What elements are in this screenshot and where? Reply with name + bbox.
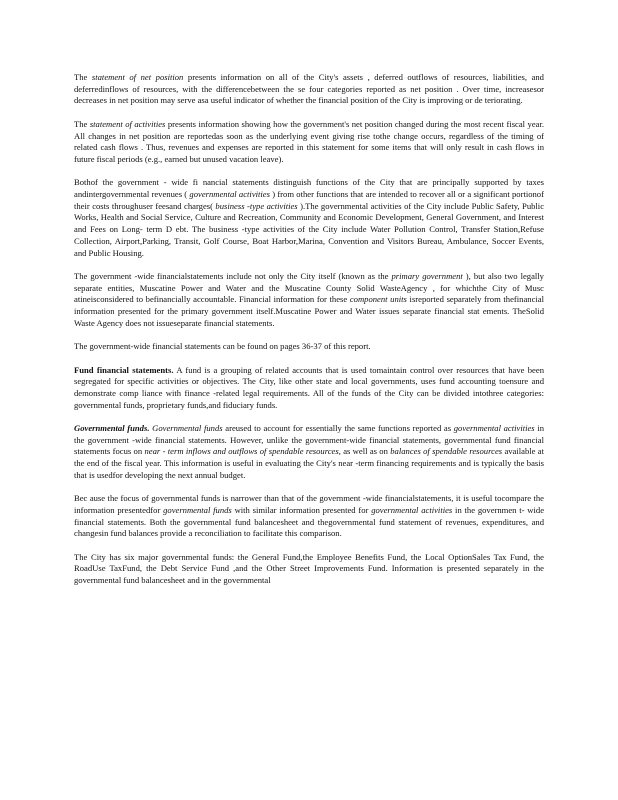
text-segment: near - term inflows and outflows of spendable resources, xyxy=(144,446,341,457)
text-segment: in the government -wide financial statements. However, unlike the government-wide financial statements, governmental fund financial statements focus on xyxy=(74,423,544,457)
text-segment: The government-wide financial statements can be found on pages 36-37 of this report. xyxy=(74,341,371,352)
text-segment: presents information on all of the City's assets , deferred outflows of resources, liabilities, and deferredinflows of resources, with the differencebetween the se four categories reported as net position . Over time, increasesor decreases in net position may serve asa useful indicator of whether the financial position of the City is improving or de teriorating. xyxy=(74,72,544,106)
text-segment: component units xyxy=(349,294,407,305)
paragraph-page-reference xyxy=(74,341,544,353)
text-segment: A fund is a grouping of related accounts that is used tomaintain control over resources that have been segregated for specific activities or objectives. The City, like other state and local governments, uses fund accounting toensure and demonstrate comp liance with finance -related legal requirements. All of the funds of the City can be divided intothree categories: governmental funds, proprietary funds,and fiduciary funds. xyxy=(74,364,544,410)
text-segment: statement of activities xyxy=(89,118,166,129)
text-segment: governmental activities xyxy=(189,189,270,199)
text-segment: in the governmen t- wide financial statements. Both the governmental fund balancesheet and thegovernmental fund statement of revenues, expenditures, and changesin fund balances provide a reconciliation to facilitate this comparison. xyxy=(74,504,545,539)
text-segment: business -type activities xyxy=(215,200,298,211)
text-segment: with similar information presented for xyxy=(231,504,372,515)
text-segment: governmental activities xyxy=(371,504,453,515)
paragraph-statement-of-activities xyxy=(74,119,544,166)
paragraph-component-units xyxy=(74,271,544,330)
text-segment: The government -wide financialstatements include not only the City itself (known as the xyxy=(74,270,392,281)
paragraph-net-position xyxy=(74,72,544,107)
text-segment: available at the end of the fiscal year. This information is useful in evaluating the City's near -term financing requirements and is typically the basis that is usedfor developing the next annual budget. xyxy=(74,446,544,480)
paragraph-government-wide xyxy=(74,177,544,259)
text-segment: ) from other functions that are intended to recover all or a significant portionof their costs throughuser feesand charges( xyxy=(74,189,544,211)
section-heading-text: Governmental funds. xyxy=(74,423,150,433)
text-segment: ).The governmental activities of the City include Public Safety, Public Works, Health and Social Service, Culture and Recreation, Community and Economic Development, General Government, and Interest and Fees on Long- term D ebt. The business -type activities of the City include Water Pollution Control, Transfer Station,Refuse Collection, Airport,Parking, Transit, Golf Course, Boat Harbor,Marina, Convention and Visitors Bureau, Ambulance, Soccer Events, and Public Housing. xyxy=(74,200,545,258)
paragraph-reconciliation xyxy=(74,493,544,540)
text-segment: primary government xyxy=(391,270,463,281)
text-segment: balances of spendable resources xyxy=(390,446,503,457)
section-heading: Fund financial statements. xyxy=(74,364,174,375)
text-segment: ), but also two legally separate entities, Muscatine Power and Water and the Muscatine County Solid WasteAgency , for whichthe City of Musc atineisconsidered to befinancially accountable. Financial information for these xyxy=(74,270,544,305)
text-segment: Bothof the government - wide fi nancial statements distinguish functions of the City that are principally supported by taxes andintergovernmental revenues ( xyxy=(74,177,544,199)
paragraph-fund-financial-statements xyxy=(74,365,544,412)
text-segment: statement of net position xyxy=(91,72,184,82)
paragraph-major-funds xyxy=(74,552,544,587)
text-segment: isreported separately from thefinancial information presented for the primary government itself.Muscatine Power and Water issues separate financial stat ements. TheSolid Waste Agency does not issueseparate financial statements. xyxy=(74,294,544,328)
text-segment: governmental activities xyxy=(453,423,535,433)
text-segment: presents information showing how the government's net position changed during the most recent fiscal year. All changes in net position are reportedas soon as the underlying event giving rise tothe change occurs, regardless of the timing of related cash flows . Thus, revenues and expenses are reported in this statement for some items that will only result in cash flows in future fiscal periods (e.g., earned but unused vacation leave). xyxy=(74,118,544,164)
document-body xyxy=(74,72,544,587)
text-segment: governmental funds xyxy=(163,504,232,515)
text-segment: areused to account for essentially the same functions reported as xyxy=(222,423,454,433)
text-segment: as well as on xyxy=(340,446,391,457)
text-segment: The City has six major governmental funds: the General Fund,the Employee Benefits Fund, the Local OptionSales Tax Fund, the RoadUse TaxFund, the Debt Service Fund ,and the Other Street Improvements Fund. Information is presented separately in the governmental fund balancesheet and in the governmental xyxy=(74,551,544,586)
paragraph-governmental-funds xyxy=(74,423,544,482)
text-segment: The xyxy=(74,72,92,82)
text-segment: The xyxy=(74,118,90,129)
text-segment: Governmental funds xyxy=(152,423,223,433)
text-segment: Bec ause the focus of governmental funds is narrower than that of the government -wide financialstatements, it is useful tocompare the information presentedfor xyxy=(74,493,544,515)
section-heading xyxy=(74,423,149,433)
